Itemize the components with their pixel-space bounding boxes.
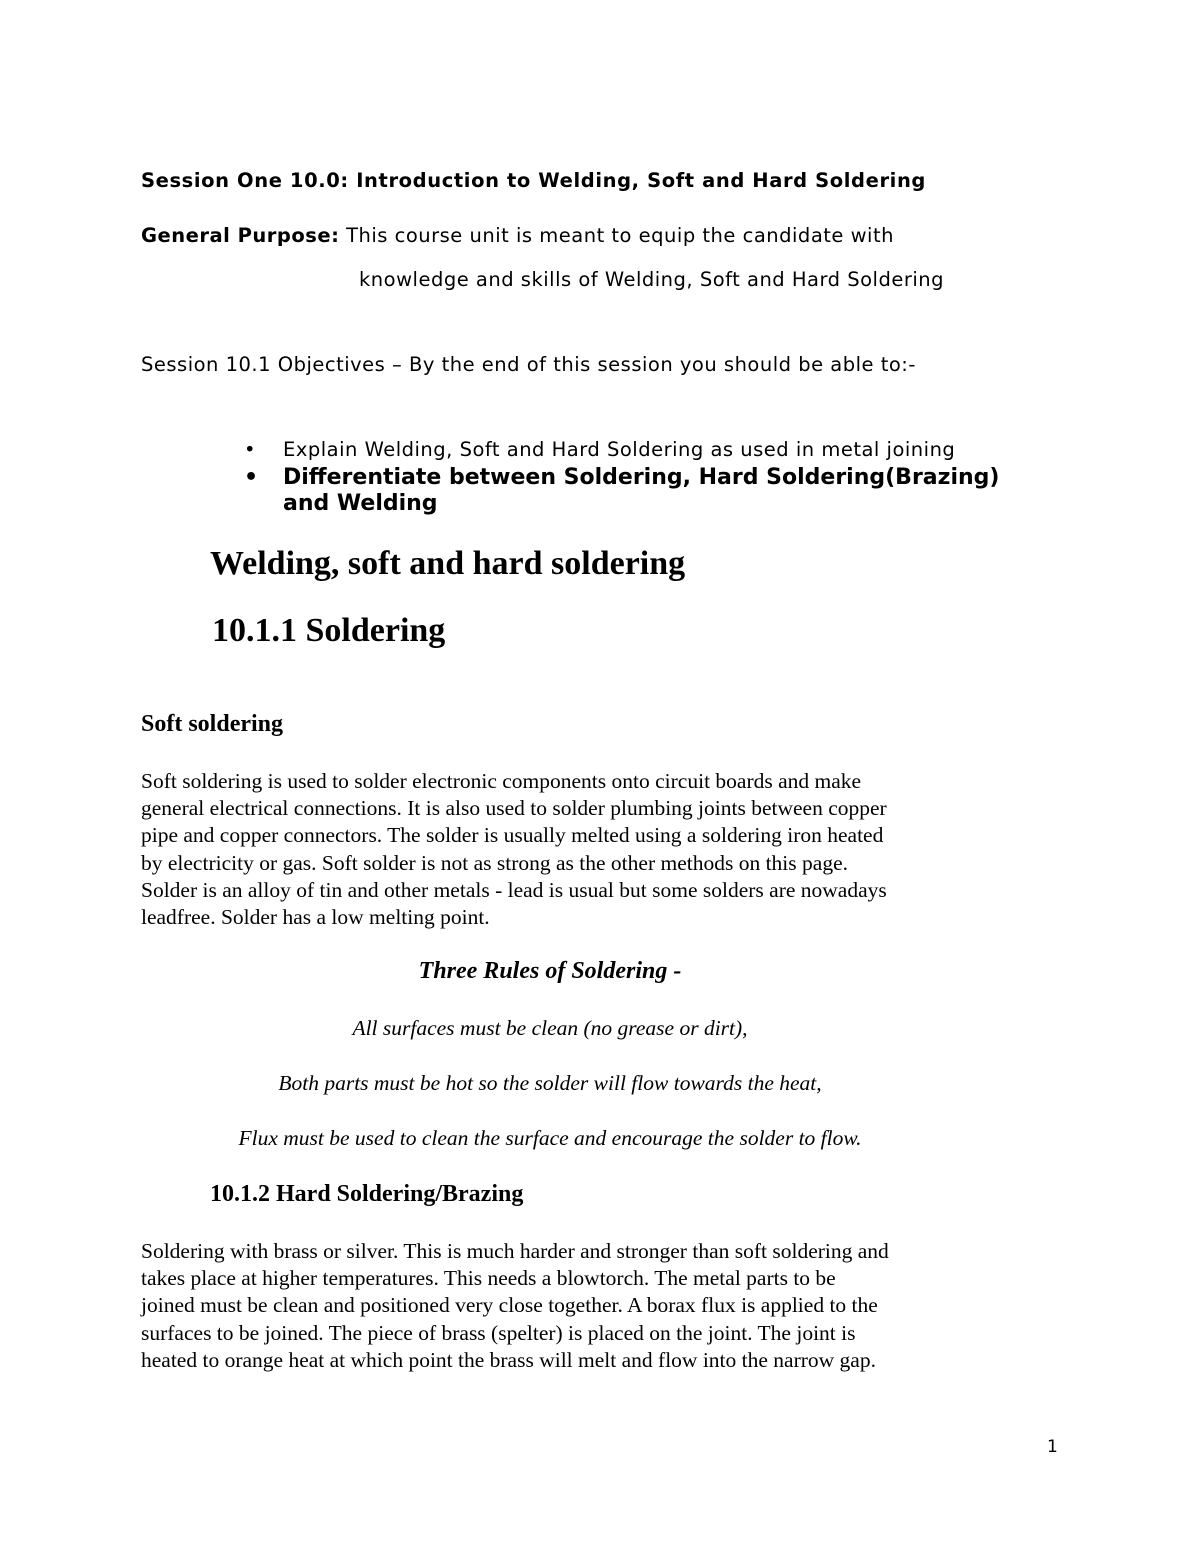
paragraph-line: takes place at higher temperatures. This needs a blowtorch. The metal parts to be (141, 1266, 836, 1291)
bullet-icon: • (244, 465, 259, 490)
paragraph-line: Solder is an alloy of tin and other metals - lead is usual but some solders are nowadays (141, 877, 887, 902)
rule-item: Both parts must be hot so the solder will flow towards the heat, (278, 1071, 822, 1095)
soft-soldering-heading: Soft soldering (141, 711, 284, 737)
objectives-intro: Session 10.1 Objectives – By the end of this session you should be able to:- (141, 353, 916, 376)
section-heading-soldering: 10.1.1 Soldering (212, 612, 446, 649)
paragraph-line: surfaces to be joined. The piece of brass (spelter) is placed on the joint. The joint is (141, 1320, 856, 1345)
objective-text: Explain Welding, Soft and Hard Soldering as used in metal joining (283, 438, 956, 461)
paragraph-line: leadfree. Solder has a low melting point. (141, 905, 490, 930)
session-title: Session One 10.0: Introduction to Welding, Soft and Hard Soldering (141, 169, 926, 192)
general-purpose (141, 224, 894, 247)
rule-item: All surfaces must be clean (no grease or dirt), (352, 1016, 748, 1040)
objectives-list (240, 437, 1040, 517)
paragraph-line: general electrical connections. It is also used to solder plumbing joints between copper (141, 796, 887, 821)
paragraph-line: by electricity or gas. Soft solder is not as strong as the other methods on this page. (141, 850, 848, 875)
main-heading: Welding, soft and hard soldering (210, 545, 686, 582)
paragraph-line: pipe and copper connectors. The solder is usually melted using a soldering iron heated (141, 823, 884, 848)
hard-soldering-paragraph (141, 1238, 1001, 1374)
paragraph-line: heated to orange heat at which point the brass will melt and flow into the narrow gap. (141, 1347, 876, 1372)
general-purpose-text-line1: This course unit is meant to equip the candidate with (346, 224, 894, 247)
rules-title: Three Rules of Soldering - (418, 958, 682, 984)
paragraph-line: Soft soldering is used to solder electronic components onto circuit boards and make (141, 769, 862, 793)
objective-text: Differentiate between Soldering, Hard Soldering(Brazing) and Welding (283, 465, 1000, 516)
paragraph-line: joined must be clean and positioned very close together. A borax flux is applied to the (141, 1293, 878, 1318)
hard-soldering-heading: 10.1.2 Hard Soldering/Brazing (210, 1181, 524, 1207)
page-number: 1 (1047, 1437, 1058, 1457)
general-purpose-text-line2: knowledge and skills of Welding, Soft and Hard Soldering (359, 268, 945, 291)
bullet-icon: • (244, 438, 257, 461)
soft-soldering-paragraph (141, 768, 1001, 931)
objective-item (240, 437, 1040, 463)
objective-item (240, 465, 1040, 517)
rule-item: Flux must be used to clean the surface and encourage the solder to flow. (238, 1126, 862, 1150)
general-purpose-label: General Purpose: (141, 224, 340, 247)
paragraph-line: Soldering with brass or silver. This is much harder and stronger than soft soldering and (141, 1239, 889, 1263)
